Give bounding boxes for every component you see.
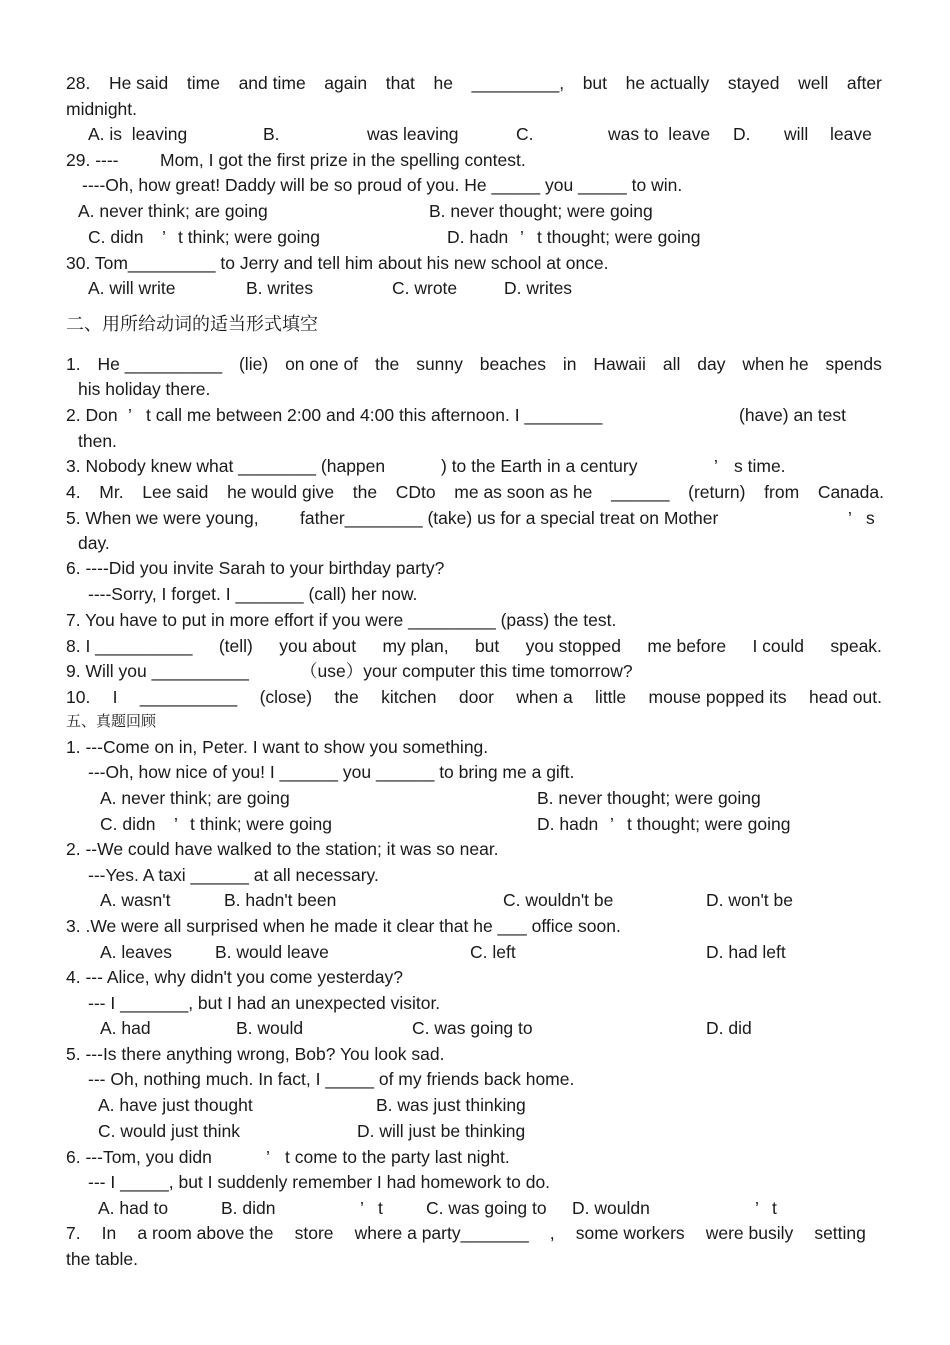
- s5-q7-line1: 7. In a room above the store where a party_______ , some workers were busily setting: [66, 1223, 866, 1243]
- q28-stem-line1: 28. He said time and time again that he _________, but he actually stayed well after: [66, 73, 882, 93]
- s2-item6-line2: ----Sorry, I forget. I _______ (call) her now.: [88, 584, 418, 604]
- s5-q6-option-a: A. had to: [98, 1198, 169, 1218]
- s5-q6-option-b: B. didn: [221, 1198, 276, 1218]
- worksheet-page: 28. He said time and time again that he _________, but he actually stayed well after midnight. A. is leaving B. was leaving C. was to leave D. will leave 29. ---- Mom, I got the first prize in the spelling contest. ----Oh, how great! Daddy will be so proud of you. He _____ you _____ to win. A. never think; are going B. never thought; were going C. didn ’ t think; were going D. hadn ’ t thought; were going 30. Tom_________ to Jerry and tell him about his new school at once. A. will write B. writes C. wrote D. writes 二、用所给动词的适当形式填空 1. He __________ (lie) on one of the sunny beaches in Hawaii all day when he spends his holiday there. 2. Don ’ t call me between 2:00 and 4:00 this afternoon. I ________ (have) an test then. 3. Nobody knew what ________ (happen ) to the Earth in a century ’ s time. 4. Mr. Lee said he would give the CDto me as soon as he ______ (return) from Canada. 5. When we were young, father________ (take) us for a special treat on Mother ’ s day. 6. ----Did you invite Sarah to your birthday party? ----Sorry, I forget. I _______ (call) her now. 7. You have to put in more effort if you were _________ (pass) the test. 8. I __________ (tell) you about my plan, but you stopped me before I could speak. 9. Will you __________ （use）your computer this time tomorrow? 10. I __________ (close) the kitchen door when a little mouse popped its head out. 五、真题回顾 1. ---Come on in, Peter. I want to show you something. ---Oh, how nice of you! I ______ you ______ to bring me a gift. A. never think; are going B. never thought; were going C. didn ’ t think; were going D. hadn ’ t thought; were going 2. --We could have walked to the station; it was so near. ---Yes. A taxi ______ at all necessary. A. wasn't B. hadn't been C. wouldn't be D. won't be 3. .We were all surprised when he made it clear that he ___ office soon. A. leaves B. would leave C. left D. had left 4. --- Alice, why didn't you come yesterday? --- I _______, but I had an unexpected visitor. A. had B. would C. was going to D. did 5. ---Is there anything wrong, Bob? You look sad. --- Oh, nothing much. In fact, I _____ of my friends back home. A. have just thought B. was just thinking C. would just think D. will just be thinking 6. ---Tom, you didn ’ t come to the party last night. --- I _____, but I suddenly remember I had homework to do. A. had to B. didn ’ t C. was going to D. wouldn ’ t 7. In a room above the store where a party_______ , some workers were busily setting the table.: [66, 73, 884, 1269]
- q30-stem: 30. Tom_________ to Jerry and tell him about his new school at once.: [66, 253, 609, 273]
- s2-item1-line1: 1. He __________ (lie) on one of the sunny beaches in Hawaii all day when he spends: [66, 354, 882, 374]
- s5-q2-line1: 2. --We could have walked to the station; it was so near.: [66, 839, 499, 859]
- q30-option-d: D. writes: [504, 278, 573, 298]
- s5-q5-option-c: C. would just think: [98, 1121, 241, 1141]
- s5-q2-option-c: C. wouldn't be: [503, 890, 614, 910]
- s2-item6-line1: 6. ----Did you invite Sarah to your birthday party?: [66, 558, 445, 578]
- s5-q6-option-c: C. was going to: [426, 1198, 547, 1218]
- s5-q1-line1: 1. ---Come on in, Peter. I want to show you something.: [66, 737, 489, 757]
- s5-q1-option-c: C. didn: [100, 814, 156, 834]
- q29-option-b: B. never thought; were going: [429, 201, 653, 221]
- s5-q4-line2: --- I _______, but I had an unexpected visitor.: [88, 993, 441, 1013]
- s5-q3-line1: 3. .We were all surprised when he made it clear that he ___ office soon.: [66, 916, 621, 936]
- q28-number: 28.: [66, 73, 91, 93]
- s2-item4: 4. Mr. Lee said he would give the CDto me as soon as he ______ (return) from Canada.: [66, 482, 884, 502]
- q29-number: 29. ----: [66, 150, 119, 170]
- s5-q1-option-b: B. never thought; were going: [537, 788, 761, 808]
- s5-q3-option-c: C. left: [470, 942, 516, 962]
- s5-q6-line2: --- I _____, but I suddenly remember I had homework to do.: [88, 1172, 551, 1192]
- s5-q1-option-d: D. hadn: [537, 814, 599, 834]
- q28-option-c: C.: [516, 124, 534, 144]
- s2-item1-line2: his holiday there.: [78, 379, 211, 399]
- s5-q4-line1: 4. --- Alice, why didn't you come yesterday?: [66, 967, 403, 987]
- q28-stem-line2: midnight.: [66, 99, 138, 119]
- s5-q7-line2: the table.: [66, 1249, 138, 1269]
- s5-q4-option-b: B. would: [236, 1018, 304, 1038]
- s5-q4-option-d: D. did: [706, 1018, 752, 1038]
- q30-option-a: A. will write: [88, 278, 176, 298]
- s5-q2-line2: ---Yes. A taxi ______ at all necessary.: [88, 865, 379, 885]
- q29-option-d: D. hadn: [447, 227, 509, 247]
- s2-item10: 10. I __________ (close) the kitchen door when a little mouse popped its head out.: [66, 687, 882, 707]
- q29-option-a: A. never think; are going: [78, 201, 268, 221]
- s5-q4-option-c: C. was going to: [412, 1018, 533, 1038]
- s5-q5-option-a: A. have just thought: [98, 1095, 253, 1115]
- s5-q3-option-a: A. leaves: [100, 942, 172, 962]
- s5-q5-option-d: D. will just be thinking: [357, 1121, 526, 1141]
- s5-q2-option-a: A. wasn't: [100, 890, 171, 910]
- s5-q1-option-a: A. never think; are going: [100, 788, 290, 808]
- s5-q1-line2: ---Oh, how nice of you! I ______ you ______ to bring me a gift.: [88, 762, 575, 782]
- section-5-title: 五、真题回顾: [66, 712, 157, 730]
- s5-q5-line1: 5. ---Is there anything wrong, Bob? You look sad.: [66, 1044, 445, 1064]
- s5-q2-option-d: D. won't be: [706, 890, 793, 910]
- q28-option-a: A. is leaving: [88, 124, 188, 144]
- s5-q5-option-b: B. was just thinking: [376, 1095, 526, 1115]
- q30-option-b: B. writes: [246, 278, 314, 298]
- s5-q5-line2: --- Oh, nothing much. In fact, I _____ of my friends back home.: [88, 1069, 575, 1089]
- s2-item7: 7. You have to put in more effort if you were _________ (pass) the test.: [66, 610, 617, 630]
- q29-option-c: C. didn: [88, 227, 144, 247]
- q28-option-d: D.: [733, 124, 751, 144]
- q28-option-b: B.: [263, 124, 280, 144]
- q28-blank: _________,: [471, 73, 565, 93]
- q30-option-c: C. wrote: [392, 278, 458, 298]
- section-2-title: 二、用所给动词的适当形式填空: [66, 314, 318, 335]
- q29-stem-line2: ----Oh, how great! Daddy will be so proud of you. He _____ you _____ to win.: [82, 175, 683, 195]
- s5-q2-option-b: B. hadn't been: [224, 890, 337, 910]
- s5-q4-option-a: A. had: [100, 1018, 151, 1038]
- s5-q3-option-b: B. would leave: [215, 942, 329, 962]
- s5-q3-option-d: D. had left: [706, 942, 786, 962]
- s2-item2-line2: then.: [78, 431, 117, 451]
- s2-item5-line2: day.: [78, 533, 110, 553]
- s5-q6-option-d: D. wouldn: [572, 1198, 650, 1218]
- s2-item8: 8. I __________ (tell) you about my plan, but you stopped me before I could speak.: [66, 636, 882, 656]
